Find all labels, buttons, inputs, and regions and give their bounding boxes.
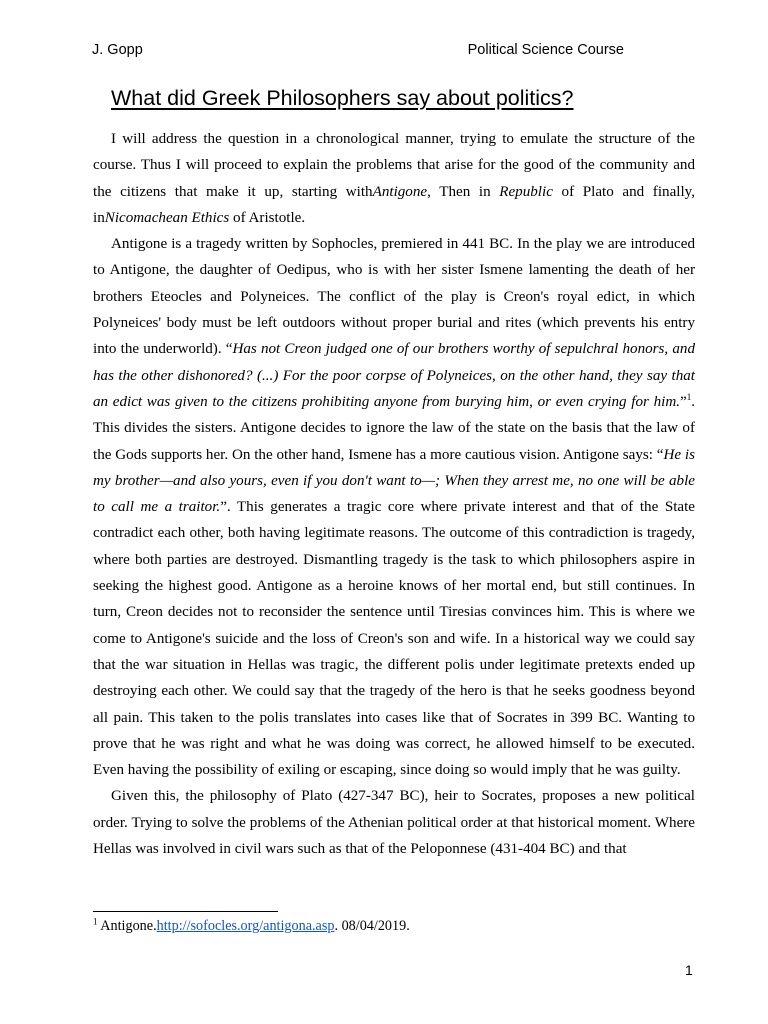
document-body (93, 126, 695, 862)
footnote-separator (93, 911, 278, 912)
paragraph-plato: Given this, the philosophy of Plato (427-347 BC), heir to Socrates, proposes a new political order. Trying to solve the problems of the Athenian political order at that historical moment. Where Hellas was involved in civil wars such as that of the Peloponnese (431-404 BC) and that (93, 788, 695, 858)
paragraph-antigone: Antigone is a tragedy written by Sophocles, premiered in 441 BC. In the play we are introduced to Antigone, the daughter of Oedipus, who is with her sister Ismene lamenting the death of her brothers Eteocles and Polyneices. The conflict of the play is Creon's royal edict, in which Polyneices' body must be left outdoors without proper burial and rites (which prevents his entry into the underworld). “Has not Creon judged one of our brothers worthy of sepulchral honors, and has the other dishonored? (...) For the poor corpse of Polyneices, on the other hand, they say that an edict was given to the citizens prohibiting anyone from burying him, or even crying for him.”$^1$. This divides the sisters. Antigone decides to ignore the law of the state on the basis that the law of the Gods supports her. On the other hand, Ismene has a more cautious vision. Antigone says: “He is my brother—and also yours, even if you don't want to—; When they arrest me, no one will be able to call me a traitor.”. This generates a tragic core where private interest and that of the State contradict each other, both having legitimate reasons. The outcome of this contradiction is tragedy, where both parties are destroyed. Dismantling tragedy is the task to which philosophers aspire in seeking the highest good. Antigone as a heroine knows of her mortal end, but still continues. In turn, Creon decides not to reconsider the sentence until Tiresias convinces him. This is where we come to Antigone's suicide and the loss of Creon's son and wife. In a historical way we could say that the war situation in Hellas was tragic, the different polis under legitimate pretexts ended up destroying each other. We could say that the tragedy of the hero is that he seeks goodness beyond all pain. This taken to the polis translates into cases like that of Socrates in 399 BC. Wanting to prove that he was right and what he was doing was correct, he allowed himself to be executed. Even having the possibility of exiling or escaping, since doing so would imply that he was guilty. (93, 236, 695, 779)
header-author: J. Gopp (92, 42, 143, 58)
page-number: 1 (685, 962, 693, 978)
footnote-ref: 1 (686, 391, 692, 402)
page-header (92, 42, 624, 62)
header-course: Political Science Course (467, 42, 624, 58)
footnote: $^1$ Antigone.http://sofocles.org/antigona.asp. 08/04/2019. (93, 916, 410, 934)
footnote-link[interactable]: http://sofocles.org/antigona.asp (156, 918, 335, 934)
paragraph-intro: I will address the question in a chronological manner, trying to emulate the structure of the course. Thus I will proceed to explain the problems that arise for the good of the community and the citizens that make it up, starting withAntigone, Then in Republic of Plato and finally, inNicomachean Ethics of Aristotle. (93, 131, 695, 226)
document-title: What did Greek Philosophers say about politics? (111, 86, 574, 110)
